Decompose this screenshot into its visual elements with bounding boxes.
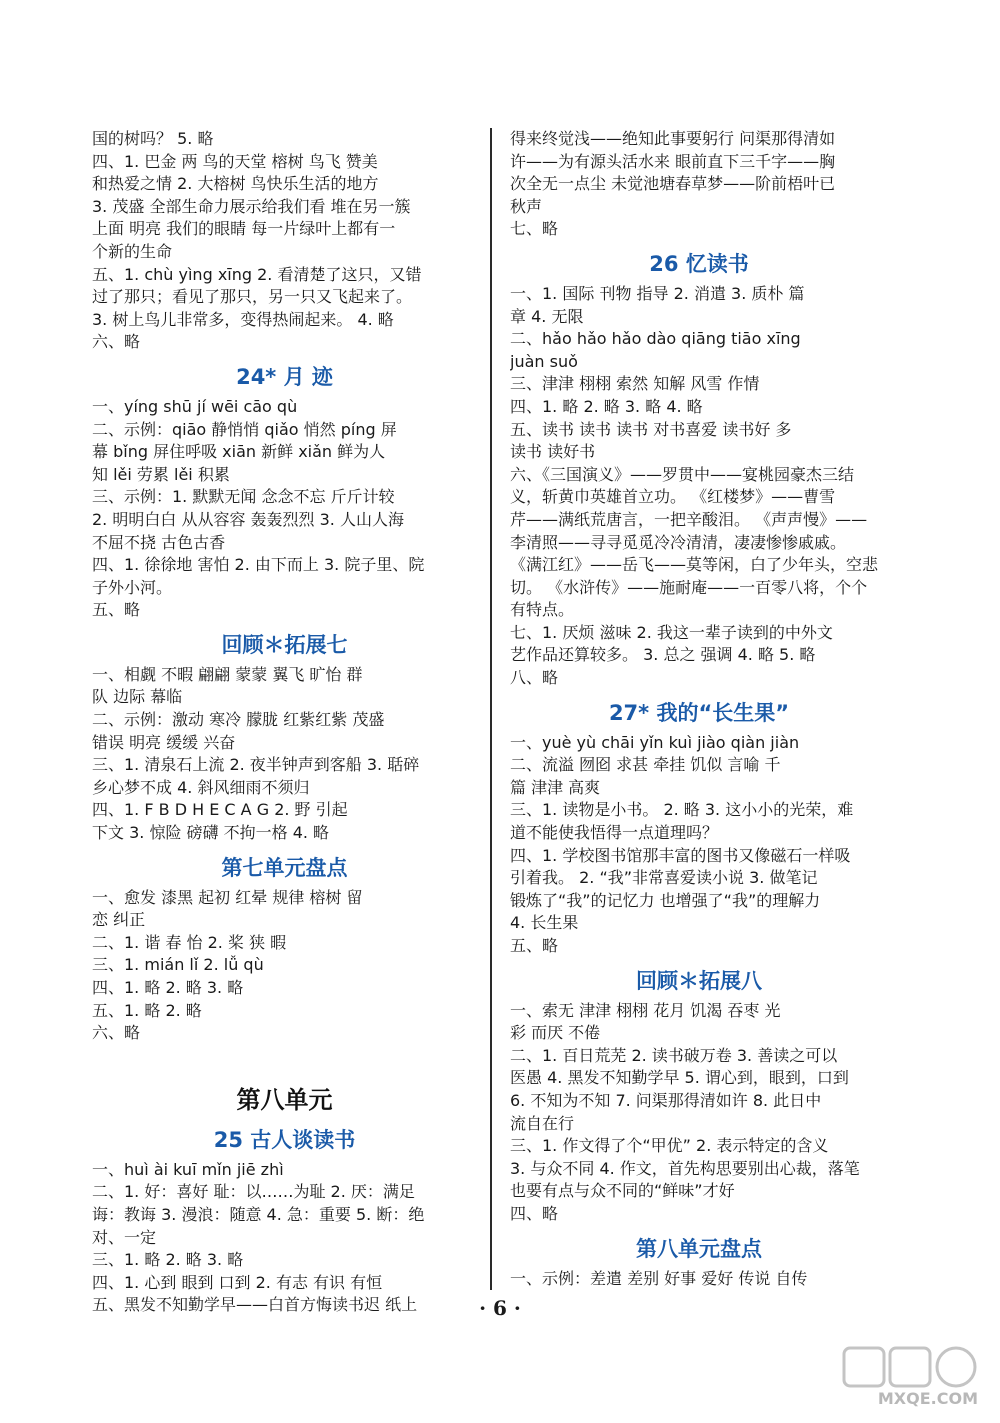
- answer-line: 一、愈发 漆黑 起初 红晕 规律 榕树 留: [92, 887, 363, 907]
- lesson-title: 第八单元盘点: [636, 1236, 762, 1261]
- answer-line: 许——为有源头活水来 眼前直下三千字——胸: [510, 151, 836, 171]
- answer-line: 四、1. 学校图书馆那丰富的图书又像磁石一样吸: [510, 845, 851, 865]
- answer-line: 也要有点与众不同的“鲜味”才好: [510, 1181, 735, 1201]
- answer-line: 得来终觉浅——绝知此事要躬行 问渠那得清如: [510, 129, 836, 148]
- answer-line: 引着我。 2. “我”非常喜爱读小说 3. 做笔记: [510, 868, 818, 888]
- answer-line: 七、略: [510, 219, 559, 239]
- answer-line: 三、1. mián lǐ 2. lǚ qù: [92, 955, 264, 975]
- answer-line: 四、1. F B D H E C A G 2. 野 引起: [92, 800, 348, 820]
- answer-line: 二、1. 百日荒芜 2. 读书破万卷 3. 善读之可以: [510, 1045, 838, 1065]
- answer-line: 3. 与众不同 4. 作文，首先构思要别出心裁，落笔: [510, 1158, 860, 1178]
- answer-line: 三、1. 清泉石上流 2. 夜半钟声到客船 3. 聒碎: [92, 755, 420, 775]
- answer-line: 义，斩黄巾英雄首立功。 《红楼梦》——曹雪: [510, 487, 836, 507]
- answer-line: 2. 明明白白 从从容容 轰轰烈烈 3. 人山人海: [92, 509, 404, 529]
- lesson-title: 第七单元盘点: [221, 855, 348, 880]
- answer-line: 医愚 4. 黑发不知勤学早 5. 谓心到，眼到，口到: [510, 1068, 849, 1088]
- answer-line: 三、1. 略 2. 略 3. 略: [92, 1250, 244, 1270]
- answer-line: 一、示例：差遣 差别 好事 爱好 传说 自传: [510, 1268, 808, 1288]
- answer-line: 和热爱之情 2. 大榕树 鸟快乐生活的地方: [92, 174, 379, 194]
- answer-line: 切。 《水浒传》——施耐庵——一百零八将，个个: [510, 577, 868, 597]
- answer-line: 错误 明亮 缓缓 兴奋: [92, 732, 236, 752]
- answer-line: 五、1. chù yìng xīng 2. 看清楚了这只，又错: [92, 264, 422, 284]
- lesson-title: 27* 我的“长生果”: [608, 700, 790, 725]
- lesson-title: 24* 月 迹: [236, 364, 333, 389]
- answer-line: 五、读书 读书 读书 对书喜爱 读书好 多: [510, 419, 792, 439]
- answer-line: 五、略: [92, 600, 141, 620]
- answer-line: 个新的生命: [92, 241, 173, 261]
- answer-line: 二、1. 好：喜好 耻：以……为耻 2. 厌：满足: [92, 1182, 415, 1202]
- answer-line: 3. 茂盛 全部生命力展示给我们看 堆在另一簇: [92, 196, 411, 216]
- left-column: [92, 128, 477, 1317]
- watermark-logo: [836, 1344, 986, 1414]
- answer-line: 二、hǎo hǎo hǎo dào qiāng tiāo xīng: [510, 329, 801, 349]
- answer-line: 六、略: [92, 1023, 141, 1043]
- answer-line: 3. 树上鸟儿非常多，变得热闹起来。 4. 略: [92, 309, 394, 329]
- answer-line: 一、索无 津津 栩栩 花月 饥渴 吞枣 光: [510, 1000, 781, 1020]
- answer-line: 彩 而厌 不倦: [510, 1023, 601, 1043]
- answer-line: 李清照——寻寻觅觅冷冷清清，凄凄惨惨戚戚。: [510, 532, 847, 552]
- answer-line: 艺作品还算较多。 3. 总之 强调 4. 略 5. 略: [510, 645, 816, 665]
- answer-line: 四、1. 心到 眼到 口到 2. 有志 有识 有恒: [92, 1272, 383, 1292]
- answer-line: 次全无一点尘 未觉池塘春草梦——阶前梧叶已: [510, 174, 836, 194]
- answer-line: 五、1. 略 2. 略: [92, 1000, 202, 1020]
- answer-line: 四、1. 略 2. 略 3. 略: [92, 978, 244, 997]
- answer-line: 四、1. 略 2. 略 3. 略 4. 略: [510, 396, 703, 416]
- answer-line: 道不能使我悟得一点道理吗？: [510, 823, 719, 843]
- answer-line: 五、略: [510, 936, 559, 955]
- answer-line: 四、略: [510, 1203, 559, 1223]
- answer-line: 对、一定: [92, 1227, 157, 1247]
- answer-line: 流自在行: [510, 1113, 575, 1133]
- lesson-title: 回顾＊拓展八: [636, 968, 762, 993]
- answer-line: 二、示例：qiāo 静悄悄 qiǎo 悄然 píng 屏: [92, 419, 397, 439]
- page-number: · 6 ·: [479, 1296, 521, 1320]
- answer-line: 一、yíng shū jí wēi cāo qù: [92, 396, 298, 416]
- answer-line: 三、津津 栩栩 索然 知解 风雪 作情: [510, 374, 760, 394]
- answer-line: 下文 3. 惊险 磅礴 不拘一格 4. 略: [92, 823, 330, 843]
- answer-line: 《满江红》——岳飞——莫等闲，白了少年头，空悲: [510, 555, 879, 575]
- answer-line: 四、1. 徐徐地 害怕 2. 由下而上 3. 院子里、院: [92, 555, 425, 575]
- answer-line: 子外小河。: [92, 577, 173, 597]
- answer-line: 二、流溢 囫囵 求甚 牵挂 饥似 言喻 千: [510, 755, 781, 775]
- answer-line: 八、略: [510, 668, 559, 688]
- lesson-title: 25 古人谈读书: [213, 1127, 356, 1152]
- answer-line: 上面 明亮 我们的眼睛 每一片绿叶上都有一: [92, 219, 396, 239]
- answer-line: 七、1. 厌烦 滋味 2. 我这一辈子读到的中外文: [510, 622, 833, 642]
- answer-line: 幕 bǐng 屏住呼吸 xiān 新鲜 xiǎn 鲜为人: [92, 442, 386, 462]
- answer-line: 队 边际 幕临: [92, 687, 183, 707]
- answer-line: 过了那只；看见了那只，另一只又飞起来了。: [92, 287, 413, 307]
- answer-line: 一、huì ài kuī mǐn jiē zhì: [92, 1159, 284, 1179]
- watermark-text: MXQE.COM: [877, 1389, 978, 1408]
- answer-line: 章 4. 无限: [510, 306, 584, 326]
- answer-line: 六、略: [92, 332, 141, 352]
- answer-line: 恋 纠正: [92, 910, 146, 930]
- answer-line: 芹——满纸荒唐言，一把辛酸泪。 《声声慢》——: [510, 509, 868, 529]
- answer-line: 篇 津津 高爽: [510, 777, 601, 797]
- answer-line: 不屈不挠 古色古香: [92, 532, 226, 552]
- answer-line: 三、1. 读物是小书。 2. 略 3. 这小小的光荣，难: [510, 800, 854, 820]
- right-column: [510, 128, 888, 1290]
- answer-line: 二、示例：激动 寒冷 朦胧 红紫红紫 茂盛: [92, 710, 385, 730]
- answer-line: 诲：教诲 3. 漫浪：随意 4. 急：重要 5. 断：绝: [92, 1204, 425, 1224]
- answer-line: 六、《三国演义》——罗贯中——宴桃园豪杰三结: [510, 464, 855, 484]
- answer-line: 读书 读好书: [510, 442, 596, 462]
- answer-line: juàn suǒ: [510, 351, 578, 371]
- answer-line: 一、相觑 不暇 翩翩 蒙蒙 翼飞 旷怡 群: [92, 664, 363, 684]
- lesson-title: 26 忆读书: [649, 251, 749, 276]
- answer-line: 三、1. 作文得了个“甲优” 2. 表示特定的含义: [510, 1136, 829, 1156]
- answer-line: 6. 不知为不知 7. 问渠那得清如许 8. 此日中: [510, 1090, 822, 1110]
- column-divider: [490, 128, 492, 1290]
- lesson-title: 回顾＊拓展七: [221, 632, 348, 657]
- answer-line: 锻炼了“我”的记忆力 也增强了“我”的理解力: [510, 890, 821, 910]
- answer-line: 五、黑发不知勤学早——白首方悔读书迟 纸上: [92, 1295, 418, 1315]
- answer-line: 4. 长生果: [510, 913, 579, 933]
- answer-line: 有特点。: [510, 600, 575, 620]
- answer-line: 知 lěi 劳累 lěi 积累: [92, 464, 230, 484]
- answer-line: 四、1. 巴金 两 鸟的天堂 榕树 鸟飞 赞美: [92, 151, 378, 171]
- answer-line: 一、1. 国际 刊物 指导 2. 消遣 3. 质朴 篇: [510, 283, 805, 303]
- answer-line: 乡心梦不成 4. 斜风细雨不须归: [92, 777, 310, 797]
- answer-line: 国的树吗？ 5. 略: [92, 129, 214, 148]
- answer-line: 秋声: [510, 196, 543, 216]
- answer-line: 二、1. 谐 春 怡 2. 桨 狭 暇: [92, 932, 287, 952]
- answer-line: 一、yuè yù chāi yǐn kuì jiào qiàn jiàn: [510, 732, 800, 752]
- unit-heading: 第八单元: [236, 1085, 333, 1114]
- answer-line: 三、示例：1. 默默无闻 念念不忘 斤斤计较: [92, 487, 395, 507]
